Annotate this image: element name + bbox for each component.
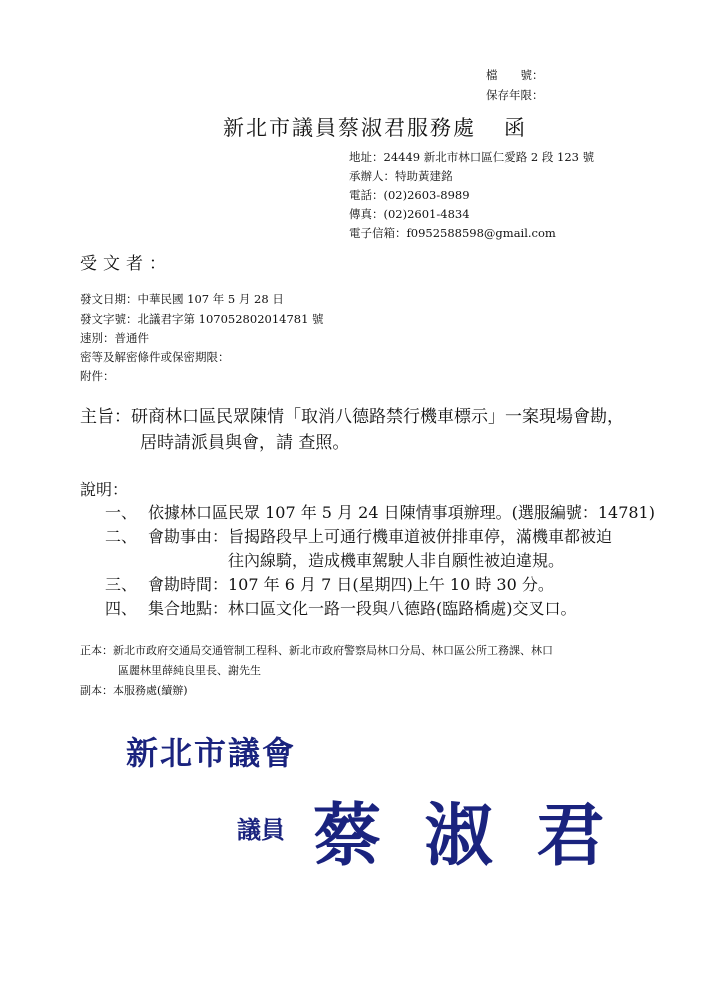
secrecy-level: 密等及解密條件或保密期限： [80,350,230,364]
document-title [223,112,527,142]
fax: 傳真：(02)2601-4834 [349,207,470,221]
copy-recipients: 副本：本服務處(續辦) [80,684,188,697]
handler: 承辦人：特助黃建銘 [349,169,453,183]
council-stamp: 新北市議會 [126,734,297,772]
sender-address: 地址：24449 新北市林口區仁愛路 2 段 123 號 [349,150,595,164]
item-3-number: 三、 [105,575,138,594]
office-name: 新北市議員蔡淑君服務處 [223,116,476,140]
original-recipients-line-2: 區麗林里薛純良里長、謝先生 [118,664,261,677]
explanation-label: 說明： [80,480,129,499]
item-3-text: 會勘時間：107 年 6 月 7 日(星期四)上午 10 時 30 分。 [148,575,554,594]
councilor-title-stamp: 議員 [237,815,285,844]
item-4-text: 集合地點：林口區文化一路一段與八德路(臨路橋處)交叉口。 [148,599,577,618]
email: 電子信箱：f0952588598@gmail.com [349,226,556,240]
original-recipients-line-1: 正本：新北市政府交通局交通管制工程科、新北市政府警察局林口分局、林口區公所工務課、林口 [80,644,553,657]
recipient-label: 受文者： [80,254,172,274]
item-1-number: 一、 [105,503,138,522]
retention-period-label: 保存年限： [486,88,544,102]
delivery-speed: 速別：普通件 [80,331,149,345]
item-2-text: 會勘事由：旨揭路段早上可通行機車道被併排車停，滿機車都被迫 [148,527,613,546]
file-number-label: 檔 號： [486,68,544,82]
subject-line-2: 居時請派員與會，請 查照。 [140,433,350,453]
item-4-number: 四、 [105,599,138,618]
item-1-text: 依據林口區民眾 107 年 5 月 24 日陳情事項辦理。(選服編號：14781) [148,503,655,522]
issue-date: 發文日期：中華民國 107 年 5 月 28 日 [80,292,284,306]
phone: 電話：(02)2603-8989 [349,188,470,202]
document-number: 發文字號：北議君字第 107052802014781 號 [80,312,324,326]
councilor-name-stamp: 蔡 淑 君 [313,796,615,876]
item-2-number: 二、 [105,527,138,546]
item-2-continuation: 往內線騎，造成機車駕駛人非自願性被迫違規。 [228,551,565,570]
subject-line-1: 主旨：研商林口區民眾陳情「取消八德路禁行機車標示」一案現場會勘， [80,407,624,427]
attachments: 附件： [80,369,115,383]
document-type: 函 [504,116,527,140]
